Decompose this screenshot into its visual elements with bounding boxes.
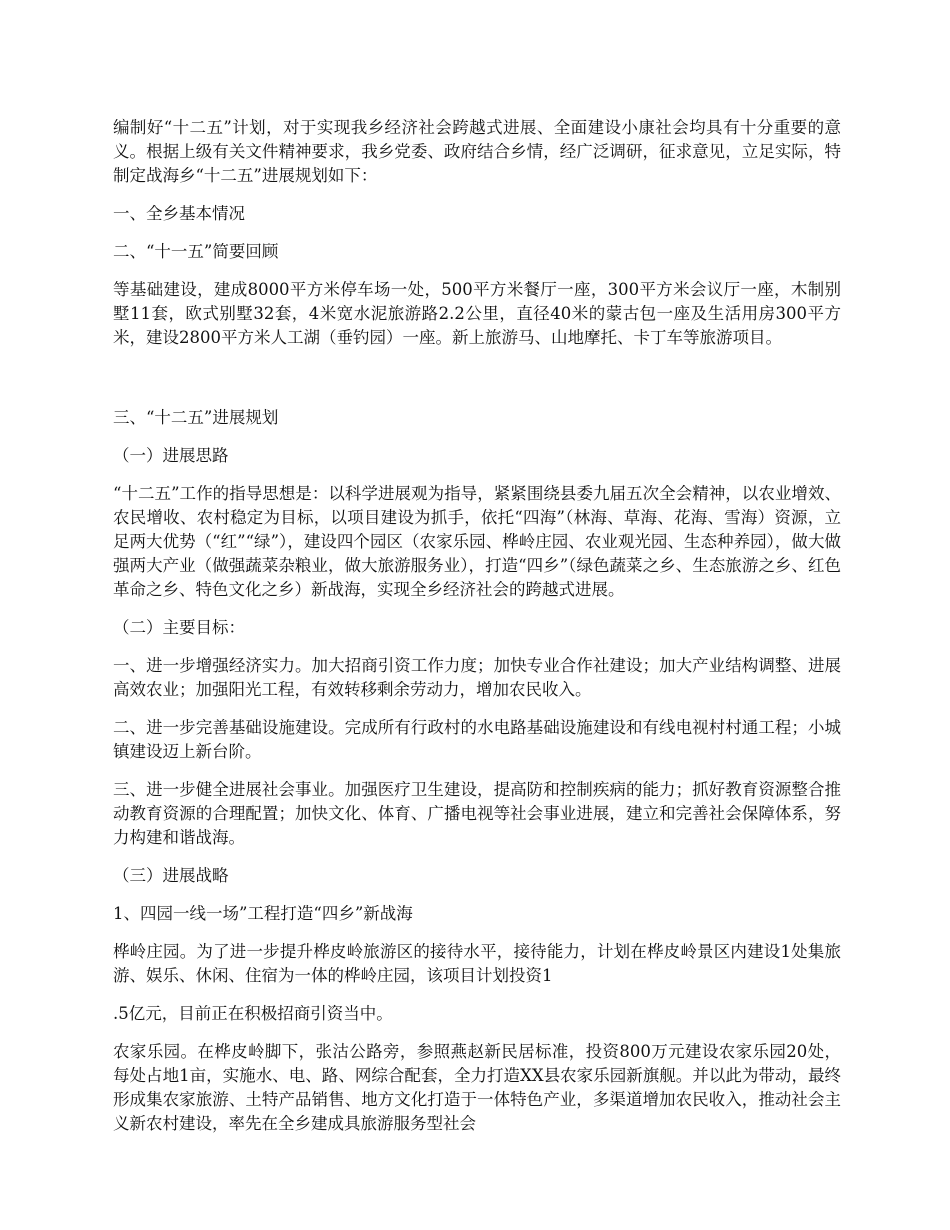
farm-paradise-paragraph: 农家乐园。在桦皮岭脚下，张沽公路旁，参照燕赵新民居标准，投资800万元建设农家乐园20处，每处占地1亩，实施水、电、路、网综合配套，全力打造XX县农家乐园新旗舰。并以此为带动，最终形成集农家旅游、土特产品销售、地方文化打造于一体特色产业，多渠道增加农民收入，推动社会主义新农村建设，率先在全乡建成具旅游服务型社会 xyxy=(113,1042,841,1133)
birch-manor-continuation: .5亿元，目前正在积极招商引资当中。 xyxy=(113,1004,393,1023)
goal-infrastructure: 二、进一步完善基础设施建设。完成所有行政村的水电路基础设施建设和有线电视村村通工程；小城镇建设迈上新台阶。 xyxy=(113,718,841,761)
subheading-development-thinking: （一）进展思路 xyxy=(113,446,229,465)
section-heading-eleventh-review: 二、“十一五”简要回顾 xyxy=(113,242,279,261)
subheading-main-goals: （二）主要目标： xyxy=(113,618,245,637)
review-paragraph: 等基础建设，建成8000平方米停车场一处，500平方米餐厅一座，300平方米会议厅一座，木制别墅11套，欧式别墅32套，4米宽水泥旅游路2.2公里，直径40米的蒙古包一座及生活用房300平方米，建设2800平方米人工湖（垂钓园）一座。新上旅游马、山地摩托、卡丁车等旅游项目。 xyxy=(113,280,841,347)
intro-paragraph: 编制好“十二五”计划，对于实现我乡经济社会跨越式进展、全面建设小康社会均具有十分重要的意义。根据上级有关文件精神要求，我乡党委、政府结合乡情，经广泛调研，征求意见，立足实际，特制定战海乡“十二五”进展规划如下： xyxy=(113,118,841,185)
section-heading-twelfth-plan: 三、“十二五”进展规划 xyxy=(113,408,279,427)
document-body xyxy=(113,116,841,1150)
strategy-item-1-heading: 1、四园一线一场”工程打造“四乡”新战海 xyxy=(113,904,413,923)
guiding-thought-paragraph: “十二五”工作的指导思想是：以科学进展观为指导，紧紧围绕县委九届五次全会精神，以农业增效、农民增收、农村稳定为目标，以项目建设为抓手，依托“四海”（林海、草海、花海、雪海）资源，立足两大优势（“红”“绿”），建设四个园区（农家乐园、桦岭庄园、农业观光园、生态种养园），做大做强两大产业（做强蔬菜杂粮业，做大旅游服务业），打造“四乡”（绿色蔬菜之乡、生态旅游之乡、红色革命之乡、特色文化之乡）新战海，实现全乡经济社会的跨越式进展。 xyxy=(113,484,841,599)
blank-spacer xyxy=(113,364,841,406)
goal-social-affairs: 三、进一步健全进展社会事业。加强医疗卫生建设，提高防和控制疾病的能力；抓好教育资源整合推动教育资源的合理配置；加快文化、体育、广播电视等社会事业进展，建立和完善社会保障体系，努力构建和谐战海。 xyxy=(113,780,841,847)
section-heading-basic-situation: 一、全乡基本情况 xyxy=(113,204,245,223)
subheading-development-strategy: （三）进展战略 xyxy=(113,866,229,885)
goal-economic-strength: 一、进一步增强经济实力。加大招商引资工作力度；加快专业合作社建设；加大产业结构调整、进展高效农业；加强阳光工程，有效转移剩余劳动力，增加农民收入。 xyxy=(113,656,841,699)
birch-manor-paragraph: 桦岭庄园。为了进一步提升桦皮岭旅游区的接待水平，接待能力，计划在桦皮岭景区内建设1处集旅游、娱乐、休闲、住宿为一体的桦岭庄园，该项目计划投资1 xyxy=(113,942,841,985)
